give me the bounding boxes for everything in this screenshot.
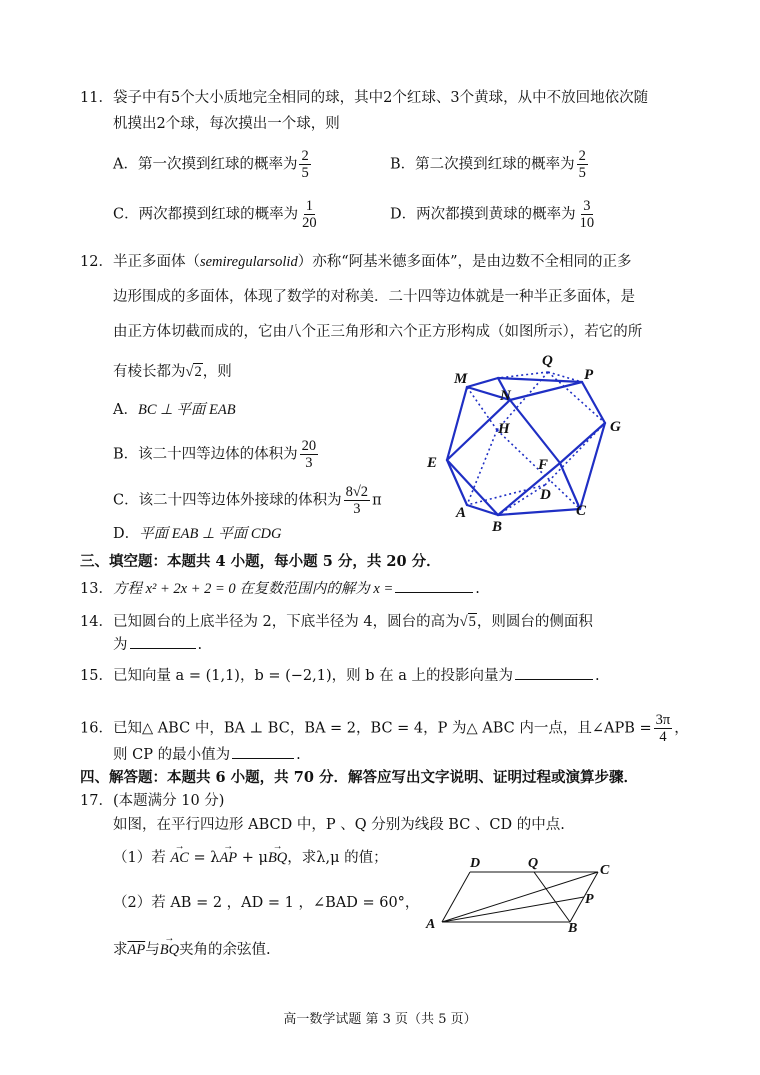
q11-option-b: [390, 148, 590, 181]
fig17-label-p: P: [585, 892, 594, 907]
q12-d-expr: 平面 EAB ⊥ 平面 CDG: [139, 526, 282, 542]
q16-frac: [654, 712, 673, 745]
q15-text: 已知向量 a = (1,1)，b = (−2,1)，则 b 在 a 上的投影向量为: [112, 668, 513, 684]
fig12-label-h: H: [498, 421, 510, 437]
q16-text-1b: ，: [674, 720, 689, 737]
fig17-label-b: B: [568, 921, 578, 935]
q12-option-a: [113, 400, 236, 420]
fig12-label-c: C: [576, 503, 587, 519]
q12-b-label: B．该二十四等边体的体积为: [113, 446, 298, 463]
parallelogram-figure: [420, 850, 620, 935]
q16-text-2: 则 CP 的最小值为: [113, 747, 231, 763]
q17-part1: [113, 848, 388, 868]
q12-text-4a: 有棱长都为: [113, 364, 186, 380]
q15-line: [80, 665, 600, 686]
q16-end: .: [296, 747, 301, 763]
fig17-label-c: C: [600, 863, 610, 878]
q14-line1: [80, 612, 593, 632]
fig17-label-q: Q: [528, 856, 539, 871]
q13-end: .: [475, 581, 480, 597]
fig12-label-b: B: [492, 519, 503, 535]
q12-term: semiregularsolid: [199, 254, 298, 270]
q12-line3: 由正方体切截而成的，它由八个正三角形和六个正方形构成（如图所示），若它的所: [113, 324, 643, 340]
q17-p3-b: 与: [145, 942, 160, 958]
q14-sqrt5: √5: [459, 614, 476, 630]
fig17-label-d: D: [470, 856, 481, 871]
q14-end: .: [197, 637, 203, 653]
q11-d-label: D．两次都摸到黄球的概率为: [390, 206, 576, 223]
q11-line1: [80, 88, 648, 108]
q14-answer-blank[interactable]: [130, 634, 196, 649]
q12-b-frac: [300, 438, 319, 471]
q11-c-num: 1: [305, 198, 313, 214]
q17-number: 17．: [80, 793, 113, 809]
q11-d-num: 3: [583, 198, 591, 214]
section3-heading: 三、填空题：本题共 4 小题，每小题 5 分，共 20 分．: [80, 553, 441, 570]
q12-a-expr: BC ⊥ 平面 EAB: [137, 402, 236, 418]
q12-line1: [80, 252, 632, 272]
q11-text-1: 袋子中有5个大小质地完全相同的球，其中2个红球、3个黄球，从中不放回地依次随: [112, 90, 649, 106]
fig17-label-a: A: [426, 917, 436, 932]
q16-text-1a: 已知△ ABC 中，BA ⊥ BC，BA = 2，BC = 4，P 为△ ABC 内一点，且∠APB =: [112, 720, 652, 737]
q17-header: [80, 791, 224, 811]
q13-text: 方程 x² + 2x + 2 = 0 在复数范围内的解为 x =: [112, 581, 394, 597]
q11-b-den: 5: [578, 165, 586, 181]
q12-sqrt2: √2: [185, 364, 202, 380]
q17-p3-a: 求: [113, 942, 128, 958]
q17-intro: 如图，在平行四边形 ABCD 中，P 、Q 分别为线段 BC 、CD 的中点.: [113, 817, 565, 833]
q11-option-a: [113, 148, 313, 181]
q15-answer-blank[interactable]: [515, 665, 593, 680]
q11-b-frac: [577, 148, 588, 181]
q16-line1: [80, 712, 689, 745]
q17-score: (本题满分 10 分): [112, 793, 225, 809]
q12-c-num: 8√2: [345, 484, 369, 500]
section4-heading: 四、解答题：本题共 6 小题，共 70 分．解答应写出文字说明、证明过程或演算步骤．: [80, 769, 638, 786]
q11-a-frac: [299, 148, 310, 181]
q17-p3-c: 夹角的余弦值.: [179, 942, 271, 958]
q17-vec-bq: → BQ: [160, 940, 179, 960]
q12-text-1b: ）亦称“阿基米德多面体”，是由边数不全相同的正多: [297, 254, 632, 270]
q12-c-label: C．该二十四等边体外接球的体积为: [113, 492, 342, 509]
q15-end: .: [594, 668, 600, 684]
q11-c-frac: [300, 198, 319, 231]
fig12-label-a: A: [456, 505, 467, 521]
fig12-label-g: G: [610, 419, 621, 435]
q12-line4: [113, 362, 232, 382]
q13-line: [80, 578, 480, 599]
q12-option-c: [113, 484, 382, 517]
fig12-label-m: M: [454, 371, 468, 387]
q17-vector-equation: → AC = λ→ AP + μ→ BQ: [170, 850, 287, 866]
q12-d-label: D．: [113, 526, 140, 542]
q11-line2: 机摸出2个球，每次摸出一个球，则: [113, 116, 340, 132]
q12-c-frac: [344, 484, 370, 517]
q12-a-label: A．: [113, 402, 138, 418]
polyhedron-figure: [420, 345, 640, 535]
q17-p1-prefix: （1）若: [113, 850, 166, 866]
q12-option-d: [113, 524, 281, 544]
q16-line2: [113, 744, 301, 765]
q14-text-2: 为: [113, 637, 128, 653]
parallelogram-lines: [442, 872, 598, 922]
q16-answer-blank[interactable]: [232, 744, 294, 759]
page-footer: 高一数学试题 第 3 页（共 5 页）: [283, 1012, 477, 1027]
q12-c-pi: π: [372, 492, 382, 509]
q12-text-1a: 半正多面体（: [112, 254, 200, 270]
q12-c-den: 3: [353, 501, 361, 517]
q11-c-den: 20: [302, 215, 317, 231]
q11-a-label: A．第一次摸到红球的概率为: [113, 156, 298, 173]
fig12-label-e: E: [427, 455, 438, 471]
q15-number: 15．: [80, 668, 113, 684]
fig12-label-f: F: [538, 457, 549, 473]
q11-number: 11．: [80, 90, 113, 106]
q12-b-den: 3: [305, 455, 313, 471]
q13-answer-blank[interactable]: [395, 578, 473, 593]
q13-number: 13．: [80, 581, 113, 597]
q11-b-num: 2: [578, 148, 586, 164]
q14-text-1b: ，则圆台的侧面积: [476, 614, 593, 630]
q16-number: 16．: [80, 720, 113, 737]
fig12-label-d: D: [540, 487, 551, 503]
q17-part3: [113, 940, 271, 960]
q12-number: 12．: [80, 254, 113, 270]
q17-p1-suffix: ，求λ,μ 的值；: [287, 850, 388, 866]
fig12-label-q: Q: [542, 353, 553, 369]
q11-c-label: C．两次都摸到红球的概率为: [113, 206, 299, 223]
q11-b-label: B．第二次摸到红球的概率为: [390, 156, 575, 173]
q11-d-den: 10: [579, 215, 595, 231]
q12-option-b: [113, 438, 320, 471]
q11-option-d: [390, 198, 598, 231]
fig12-label-p: P: [584, 367, 594, 383]
q12-text-4b: ，则: [202, 364, 232, 380]
fig12-label-n: N: [500, 388, 511, 404]
q11-a-den: 5: [301, 165, 309, 181]
q14-line2: [113, 634, 202, 655]
q11-a-num: 2: [301, 148, 309, 164]
q11-d-frac: [578, 198, 597, 231]
q11-option-c: [113, 198, 321, 231]
polyhedron-solid-edges: [447, 378, 605, 515]
q16-den: 4: [659, 729, 667, 745]
q17-part2: （2）若 AB = 2 ，AD = 1 ，∠BAD = 60°，: [113, 895, 420, 911]
q14-text-1a: 已知圆台的上底半径为 2，下底半径为 4，圆台的高为: [112, 614, 460, 630]
q12-line2: 边形围成的多面体，体现了数学的对称美．二十四等边体就是一种半正多面体，是: [113, 289, 635, 305]
q12-b-num: 20: [301, 438, 317, 454]
q16-num: 3π: [655, 712, 671, 728]
q14-number: 14．: [80, 614, 113, 630]
q17-vec-ap: $\overline{AP}$: [127, 942, 146, 958]
